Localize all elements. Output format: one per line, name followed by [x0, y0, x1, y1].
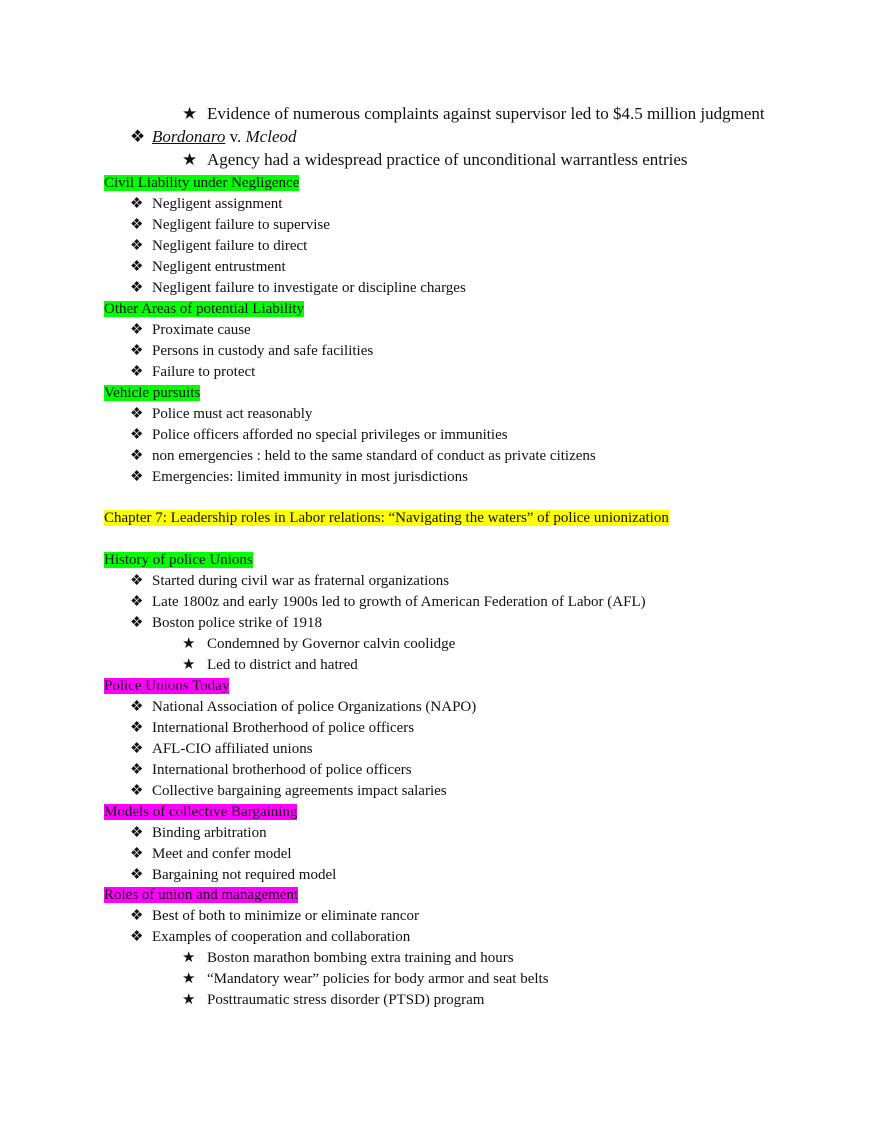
list-item	[130, 278, 466, 298]
item-text: International brotherhood of police officers	[152, 762, 412, 778]
heading-unions-today: Police Unions Today	[104, 678, 230, 694]
section-heading	[104, 802, 297, 822]
diamond-bullet-icon: ❖	[130, 343, 144, 359]
list-item	[182, 990, 484, 1010]
item-text: Failure to protect	[152, 364, 256, 380]
item-text: National Association of police Organizations (NAPO)	[152, 699, 477, 715]
list-item	[182, 655, 358, 675]
item-text: non emergencies : held to the same standard of conduct as private citizens	[152, 448, 596, 464]
section-heading	[104, 299, 304, 319]
list-item	[130, 404, 312, 424]
diamond-bullet-icon: ❖	[130, 469, 144, 485]
chapter-title: Chapter 7: Leadership roles in Labor relations: “Navigating the waters” of police unionization	[104, 510, 669, 526]
item-text: Police must act reasonably	[152, 406, 313, 422]
section-heading	[104, 383, 200, 403]
item-text: Emergencies: limited immunity in most jurisdictions	[152, 469, 468, 485]
item-text: Boston police strike of 1918	[152, 615, 322, 631]
star-bullet-icon: ★	[182, 657, 196, 673]
star-bullet-icon: ★	[182, 636, 196, 652]
heading-models: Models of collective Bargaining	[104, 804, 298, 820]
item-text: Started during civil war as fraternal organizations	[152, 573, 450, 589]
list-item	[130, 362, 255, 382]
item-text: Negligent entrustment	[152, 259, 286, 275]
star-bullet-icon: ★	[182, 150, 198, 169]
item-text: Persons in custody and safe facilities	[152, 343, 374, 359]
star-bullet-icon: ★	[182, 971, 196, 987]
item-text: International Brotherhood of police officers	[152, 720, 415, 736]
diamond-bullet-icon: ❖	[130, 720, 144, 736]
item-text: Led to district and hatred	[207, 657, 358, 673]
list-item	[130, 760, 412, 780]
list-item	[130, 927, 410, 947]
diamond-bullet-icon: ❖	[130, 741, 144, 757]
item-text: Negligent assignment	[152, 196, 283, 212]
item-text: Posttraumatic stress disorder (PTSD) program	[207, 992, 485, 1008]
list-item	[130, 718, 414, 738]
list-item	[130, 739, 313, 759]
item-text: Bargaining not required model	[152, 867, 337, 883]
list-item	[130, 446, 596, 466]
star-bullet-icon: ★	[182, 950, 196, 966]
list-item	[130, 823, 267, 843]
list-item	[182, 634, 455, 654]
diamond-bullet-icon: ❖	[130, 322, 144, 338]
diamond-bullet-icon: ❖	[130, 259, 144, 275]
list-item	[130, 571, 449, 591]
diamond-bullet-icon: ❖	[130, 427, 144, 443]
list-item	[130, 341, 373, 361]
diamond-bullet-icon: ❖	[130, 867, 144, 883]
diamond-bullet-icon: ❖	[130, 196, 144, 212]
section-heading	[104, 550, 253, 570]
list-item	[130, 215, 330, 235]
heading-negligence: Civil Liability under Negligence	[104, 175, 300, 191]
item-text: Meet and confer model	[152, 846, 292, 862]
item-text: Collective bargaining agreements impact salaries	[152, 783, 447, 799]
list-item	[130, 257, 286, 277]
list-item	[130, 697, 476, 717]
list-item	[182, 104, 765, 124]
item-text: Agency had a widespread practice of unconditional warrantless entries	[207, 150, 688, 169]
star-bullet-icon: ★	[182, 992, 196, 1008]
diamond-bullet-icon: ❖	[130, 448, 144, 464]
diamond-bullet-icon: ❖	[130, 825, 144, 841]
diamond-bullet-icon: ❖	[130, 127, 146, 146]
diamond-bullet-icon: ❖	[130, 929, 144, 945]
list-item	[130, 865, 336, 885]
diamond-bullet-icon: ❖	[130, 280, 144, 296]
case-versus: v.	[225, 127, 246, 146]
diamond-bullet-icon: ❖	[130, 783, 144, 799]
diamond-bullet-icon: ❖	[130, 238, 144, 254]
list-item	[182, 969, 549, 989]
star-bullet-icon: ★	[182, 104, 198, 123]
item-text: Evidence of numerous complaints against supervisor led to $4.5 million judgment	[207, 104, 765, 123]
list-item	[130, 127, 297, 147]
case-plaintiff: Bordonaro	[152, 127, 226, 146]
chapter-heading	[104, 508, 669, 528]
item-text: Binding arbitration	[152, 825, 267, 841]
diamond-bullet-icon: ❖	[130, 573, 144, 589]
item-text: Negligent failure to direct	[152, 238, 308, 254]
heading-roles: Roles of union and management	[104, 887, 299, 903]
list-item	[130, 236, 307, 256]
heading-other-liability: Other Areas of potential Liability	[104, 301, 304, 317]
diamond-bullet-icon: ❖	[130, 406, 144, 422]
list-item	[130, 781, 447, 801]
case-defendant: Mcleod	[245, 127, 297, 146]
item-text: Late 1800z and early 1900s led to growth of American Federation of Labor (AFL)	[152, 594, 646, 610]
heading-history: History of police Unions	[104, 552, 253, 568]
list-item	[130, 592, 646, 612]
list-item	[182, 150, 688, 170]
list-item	[130, 425, 508, 445]
section-heading	[104, 173, 299, 193]
list-item	[130, 844, 292, 864]
item-text: “Mandatory wear” policies for body armor and seat belts	[207, 971, 549, 987]
diamond-bullet-icon: ❖	[130, 364, 144, 380]
diamond-bullet-icon: ❖	[130, 908, 144, 924]
list-item	[130, 320, 251, 340]
item-text: AFL-CIO affiliated unions	[152, 741, 313, 757]
diamond-bullet-icon: ❖	[130, 846, 144, 862]
item-text: Negligent failure to supervise	[152, 217, 330, 233]
list-item	[130, 613, 322, 633]
list-item	[130, 194, 282, 214]
list-item	[182, 948, 514, 968]
list-item	[130, 906, 419, 926]
diamond-bullet-icon: ❖	[130, 615, 144, 631]
item-text: Examples of cooperation and collaboration	[152, 929, 411, 945]
diamond-bullet-icon: ❖	[130, 699, 144, 715]
item-text: Negligent failure to investigate or discipline charges	[152, 280, 466, 296]
item-text: Best of both to minimize or eliminate rancor	[152, 908, 420, 924]
item-text: Condemned by Governor calvin coolidge	[207, 636, 456, 652]
diamond-bullet-icon: ❖	[130, 762, 144, 778]
section-heading	[104, 676, 229, 696]
list-item	[130, 467, 468, 487]
item-text: Police officers afforded no special privileges or immunities	[152, 427, 508, 443]
heading-vehicle-pursuits: Vehicle pursuits	[104, 385, 201, 401]
diamond-bullet-icon: ❖	[130, 594, 144, 610]
section-heading	[104, 885, 298, 905]
item-text: Boston marathon bombing extra training and hours	[207, 950, 514, 966]
diamond-bullet-icon: ❖	[130, 217, 144, 233]
item-text: Proximate cause	[152, 322, 251, 338]
